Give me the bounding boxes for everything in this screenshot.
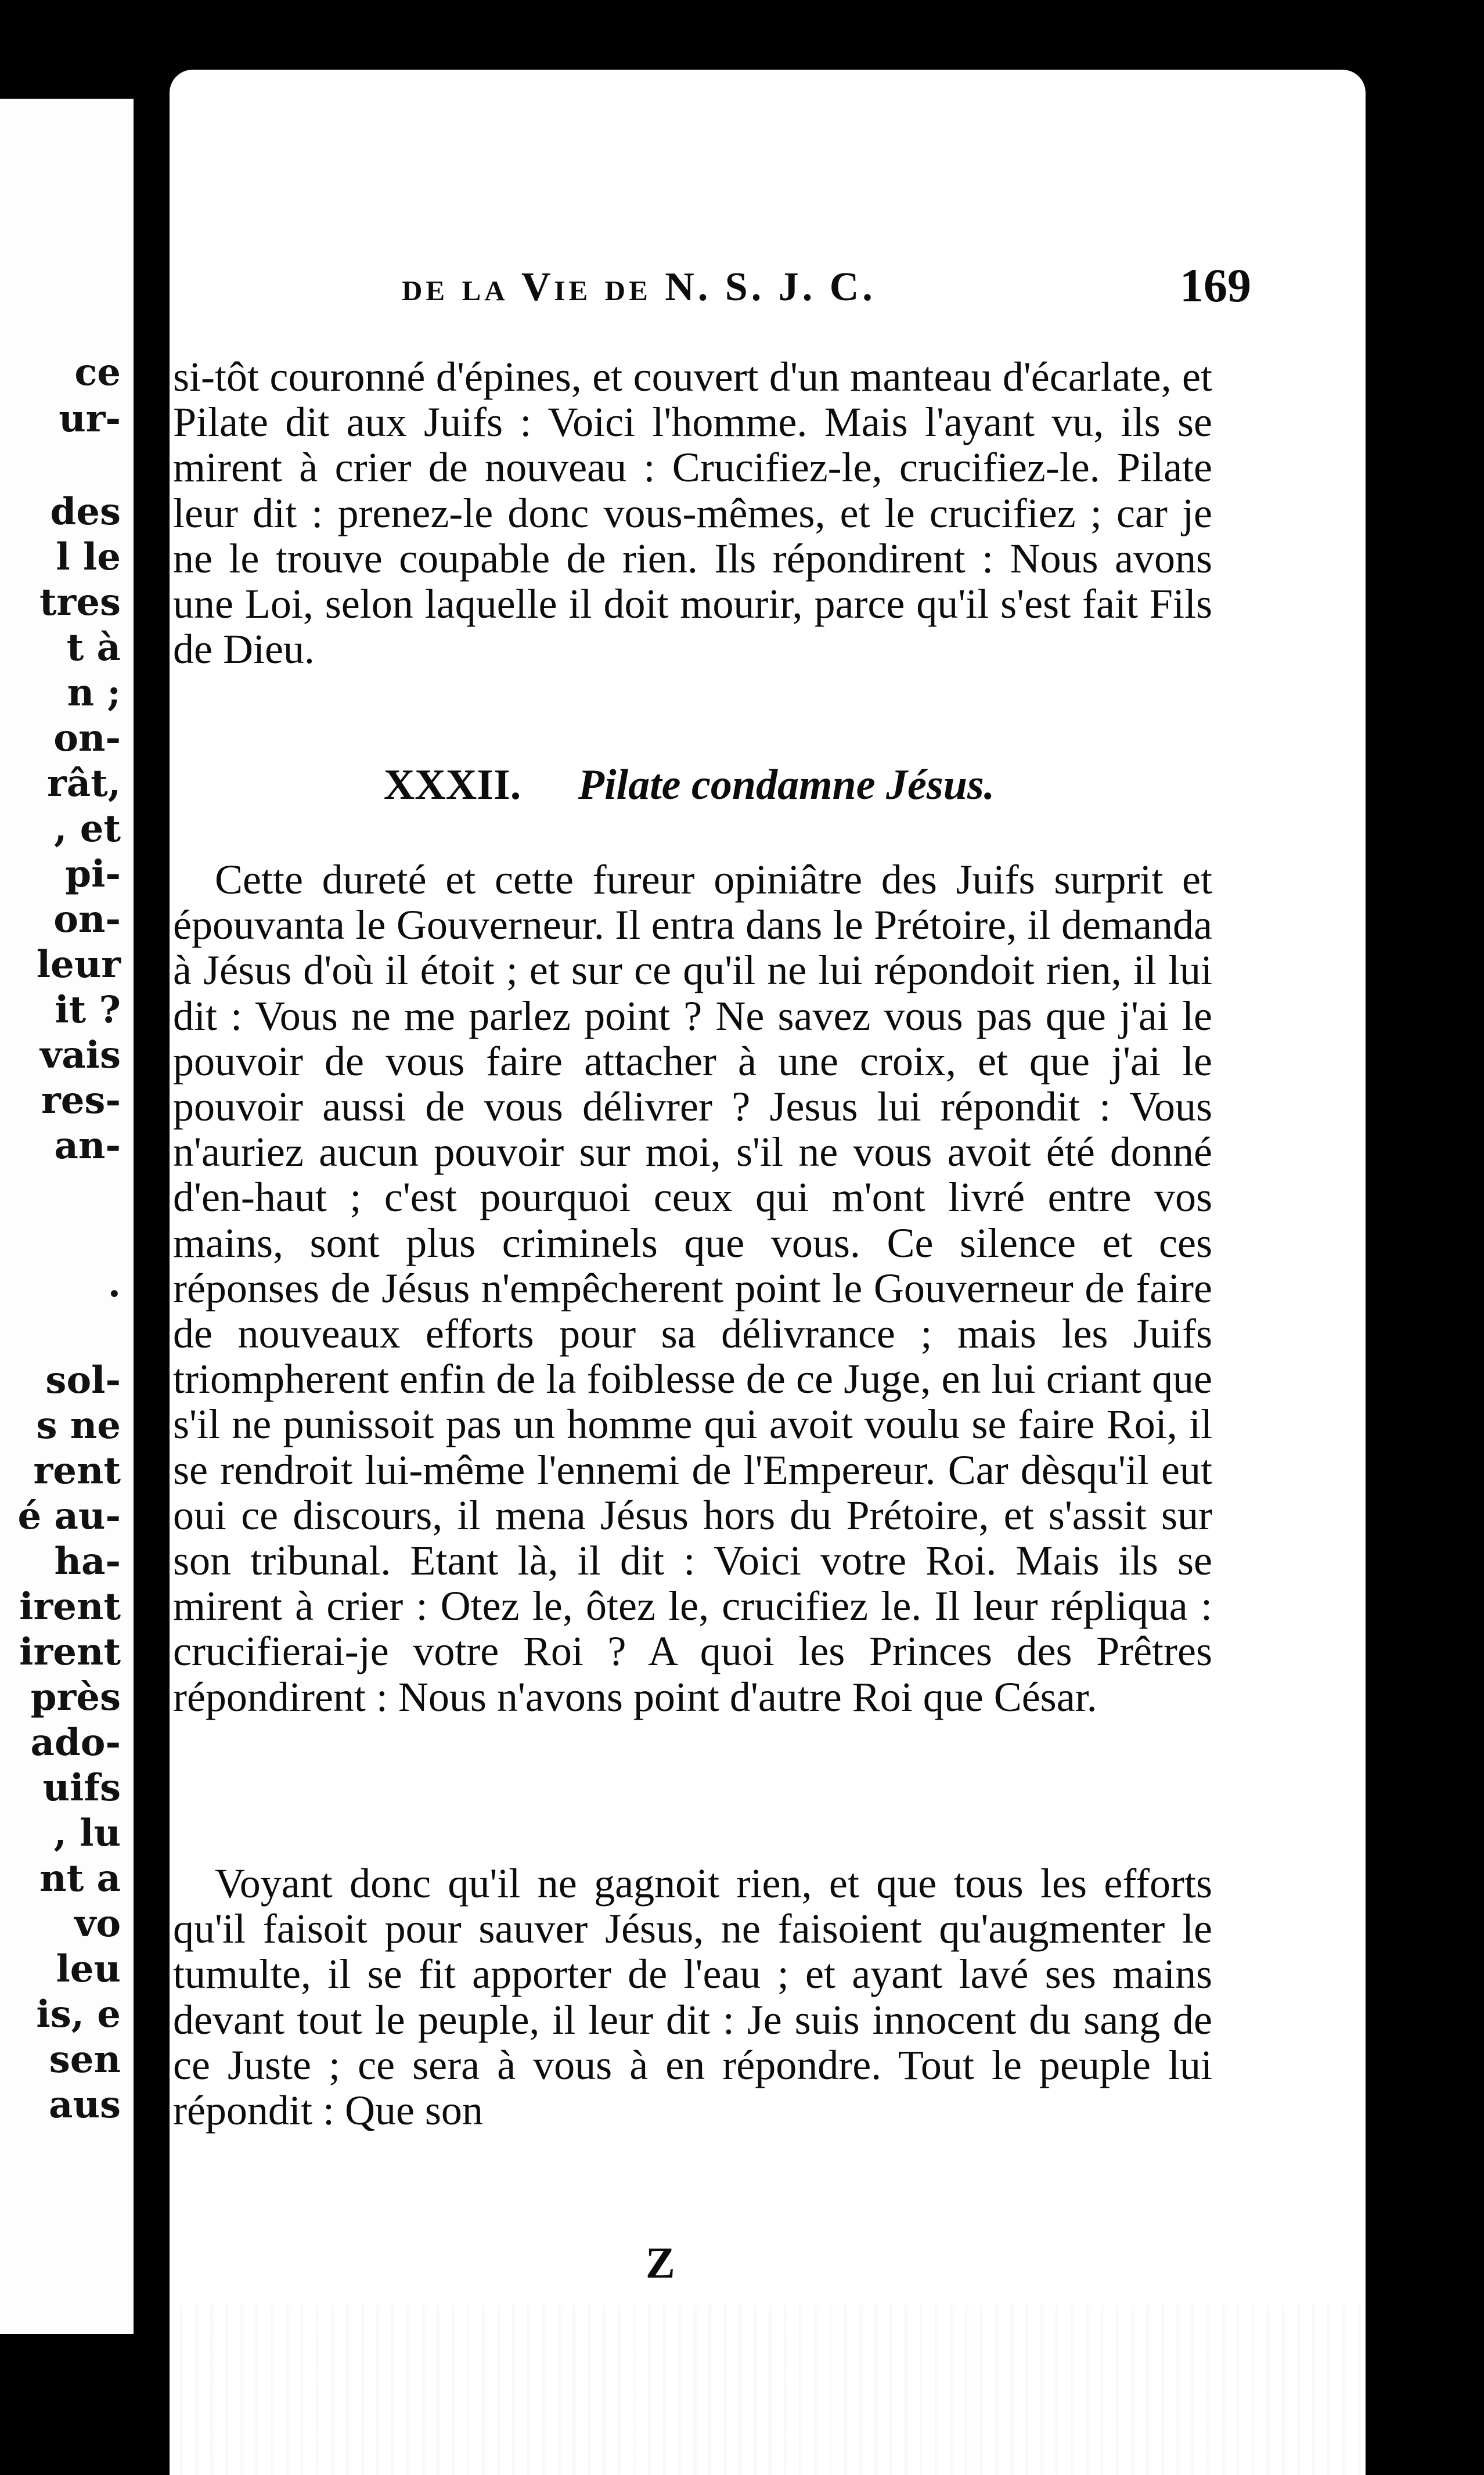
paragraph-continued: si-tôt couronné d'épines, et couvert d'un manteau d'écarlate, et Pilate dit aux Juifs : Voici l'homme. Mais l'ayant vu, ils se mirent à crier de nouveau : Crucifiez-le, crucifiez-le. Pilate leur dit : prenez-le donc vous-mêmes, et le crucifiez ; car je ne le trouve coupable de rien. Ils répondirent : Nous avons une Loi, selon laquelle il doit mourir, parce qu'il s'est fait Fils de Dieu.	[173, 354, 1212, 673]
left-page-fragment: ur-	[59, 397, 121, 441]
left-page-fragment: res-	[41, 1079, 121, 1122]
left-page-fragment: it ?	[55, 988, 121, 1032]
left-page-fragment: vais	[40, 1033, 121, 1077]
left-page-fragment: irent	[19, 1585, 121, 1629]
left-page-fragment: leu	[56, 1947, 121, 1991]
left-page-fragment: rent	[33, 1449, 121, 1493]
left-page-fragment: irent	[19, 1630, 121, 1674]
left-page-fragment: , lu	[53, 1811, 121, 1855]
paragraph-main: Cette dureté et cette fureur opiniâtre des Juifs surprit et épouvanta le Gouverneur. Il entra dans le Prétoire, il demanda à Jésus d'où il étoit ; et sur ce qu'il ne lui répondoit rien, il lui dit : Vous ne me parlez point ? Ne savez vous pas que j'ai le pouvoir de vous faire attacher à une croix, et que j'ai le pouvoir aussi de vous délivrer ? Jesus lui répondit : Vous n'auriez aucun pouvoir sur moi, s'il ne vous avoit été donné d'en-haut ; c'est pourquoi ceux qui m'ont livré entre vos mains, sont plus criminels que vous. Ce silence et ces réponses de Jésus n'empêcherent point le Gouverneur de faire de nouveaux efforts pour sa délivrance ; mais les Juifs triompherent enfin de la foiblesse de ce Juge, en lui criant que s'il ne punissoit pas un homme qui avoit voulu se faire Roi, il se rendroit lui-même l'ennemi de l'Empereur. Car dèsqu'il eut oui ce discours, il mena Jésus hors du Prétoire, et s'assit sur son tribunal. Etant là, il dit : Voici votre Roi. Mais ils se mirent à crier : Otez le, ôtez le, crucifiez le. Il leur répliqua : crucifierai-je votre Roi ? A quoi les Princes des Prêtres répondirent : Nous n'avons point d'autre Roi que César.	[173, 856, 1212, 1720]
adjacent-page-strip	[0, 99, 134, 2334]
left-page-fragment: aus	[48, 2083, 121, 2127]
left-page-fragment: n ;	[67, 671, 121, 715]
left-page-fragment: l le	[56, 535, 121, 579]
left-page-fragment: des	[50, 490, 121, 534]
left-page-fragment: é au-	[17, 1494, 121, 1538]
left-page-fragment: tres	[39, 581, 121, 624]
left-page-fragment: , et	[54, 807, 121, 851]
section-number: XXXII.	[383, 761, 521, 809]
left-page-fragment: vo	[74, 1902, 121, 1946]
left-page-fragment: is, e	[36, 1993, 121, 2036]
signature-mark: Z	[646, 2239, 675, 2287]
left-page-fragment: an-	[54, 1124, 121, 1168]
paragraph-final: Voyant donc qu'il ne gagnoit rien, et que tous les efforts qu'il faisoit pour sauver Jésus, ne faisoient qu'augmenter le tumulte, il se fit apporter de l'eau ; et ayant lavé ses mains devant tout le peuple, il leur dit : Je suis innocent du sang de ce Juste ; ce sera à vous à en répondre. Tout le peuple lui répondit : Que son	[173, 1860, 1212, 2134]
book-page	[170, 70, 1366, 2475]
page-number: 169	[1180, 259, 1251, 312]
section-title: Pilate condamne Jésus.	[578, 761, 995, 809]
left-page-fragment: pi-	[65, 852, 121, 896]
left-page-fragment: sen	[49, 2038, 121, 2081]
left-page-fragment: ha-	[54, 1540, 121, 1583]
left-page-fragment: près	[30, 1676, 121, 1719]
left-page-fragment: ce	[74, 351, 121, 394]
section-heading	[170, 761, 1209, 810]
left-page-fragment: rât,	[46, 762, 121, 805]
left-page-fragment: t à	[66, 626, 121, 669]
left-page-fragment: nt a	[39, 1857, 121, 1900]
left-page-fragment: ado-	[30, 1721, 121, 1764]
left-page-fragment: uifs	[42, 1766, 121, 1810]
left-page-fragment: sol-	[45, 1359, 121, 1402]
left-page-fragment: .	[107, 1262, 121, 1306]
left-page-fragment: on-	[53, 716, 121, 760]
left-page-fragment: s ne	[36, 1404, 121, 1447]
left-page-fragment: on-	[53, 898, 121, 941]
scan-noise	[170, 2305, 1366, 2475]
book-gutter	[144, 99, 170, 2475]
running-head: de la Vie de N. S. J. C.	[402, 265, 876, 309]
left-page-fragment: leur	[36, 943, 121, 986]
